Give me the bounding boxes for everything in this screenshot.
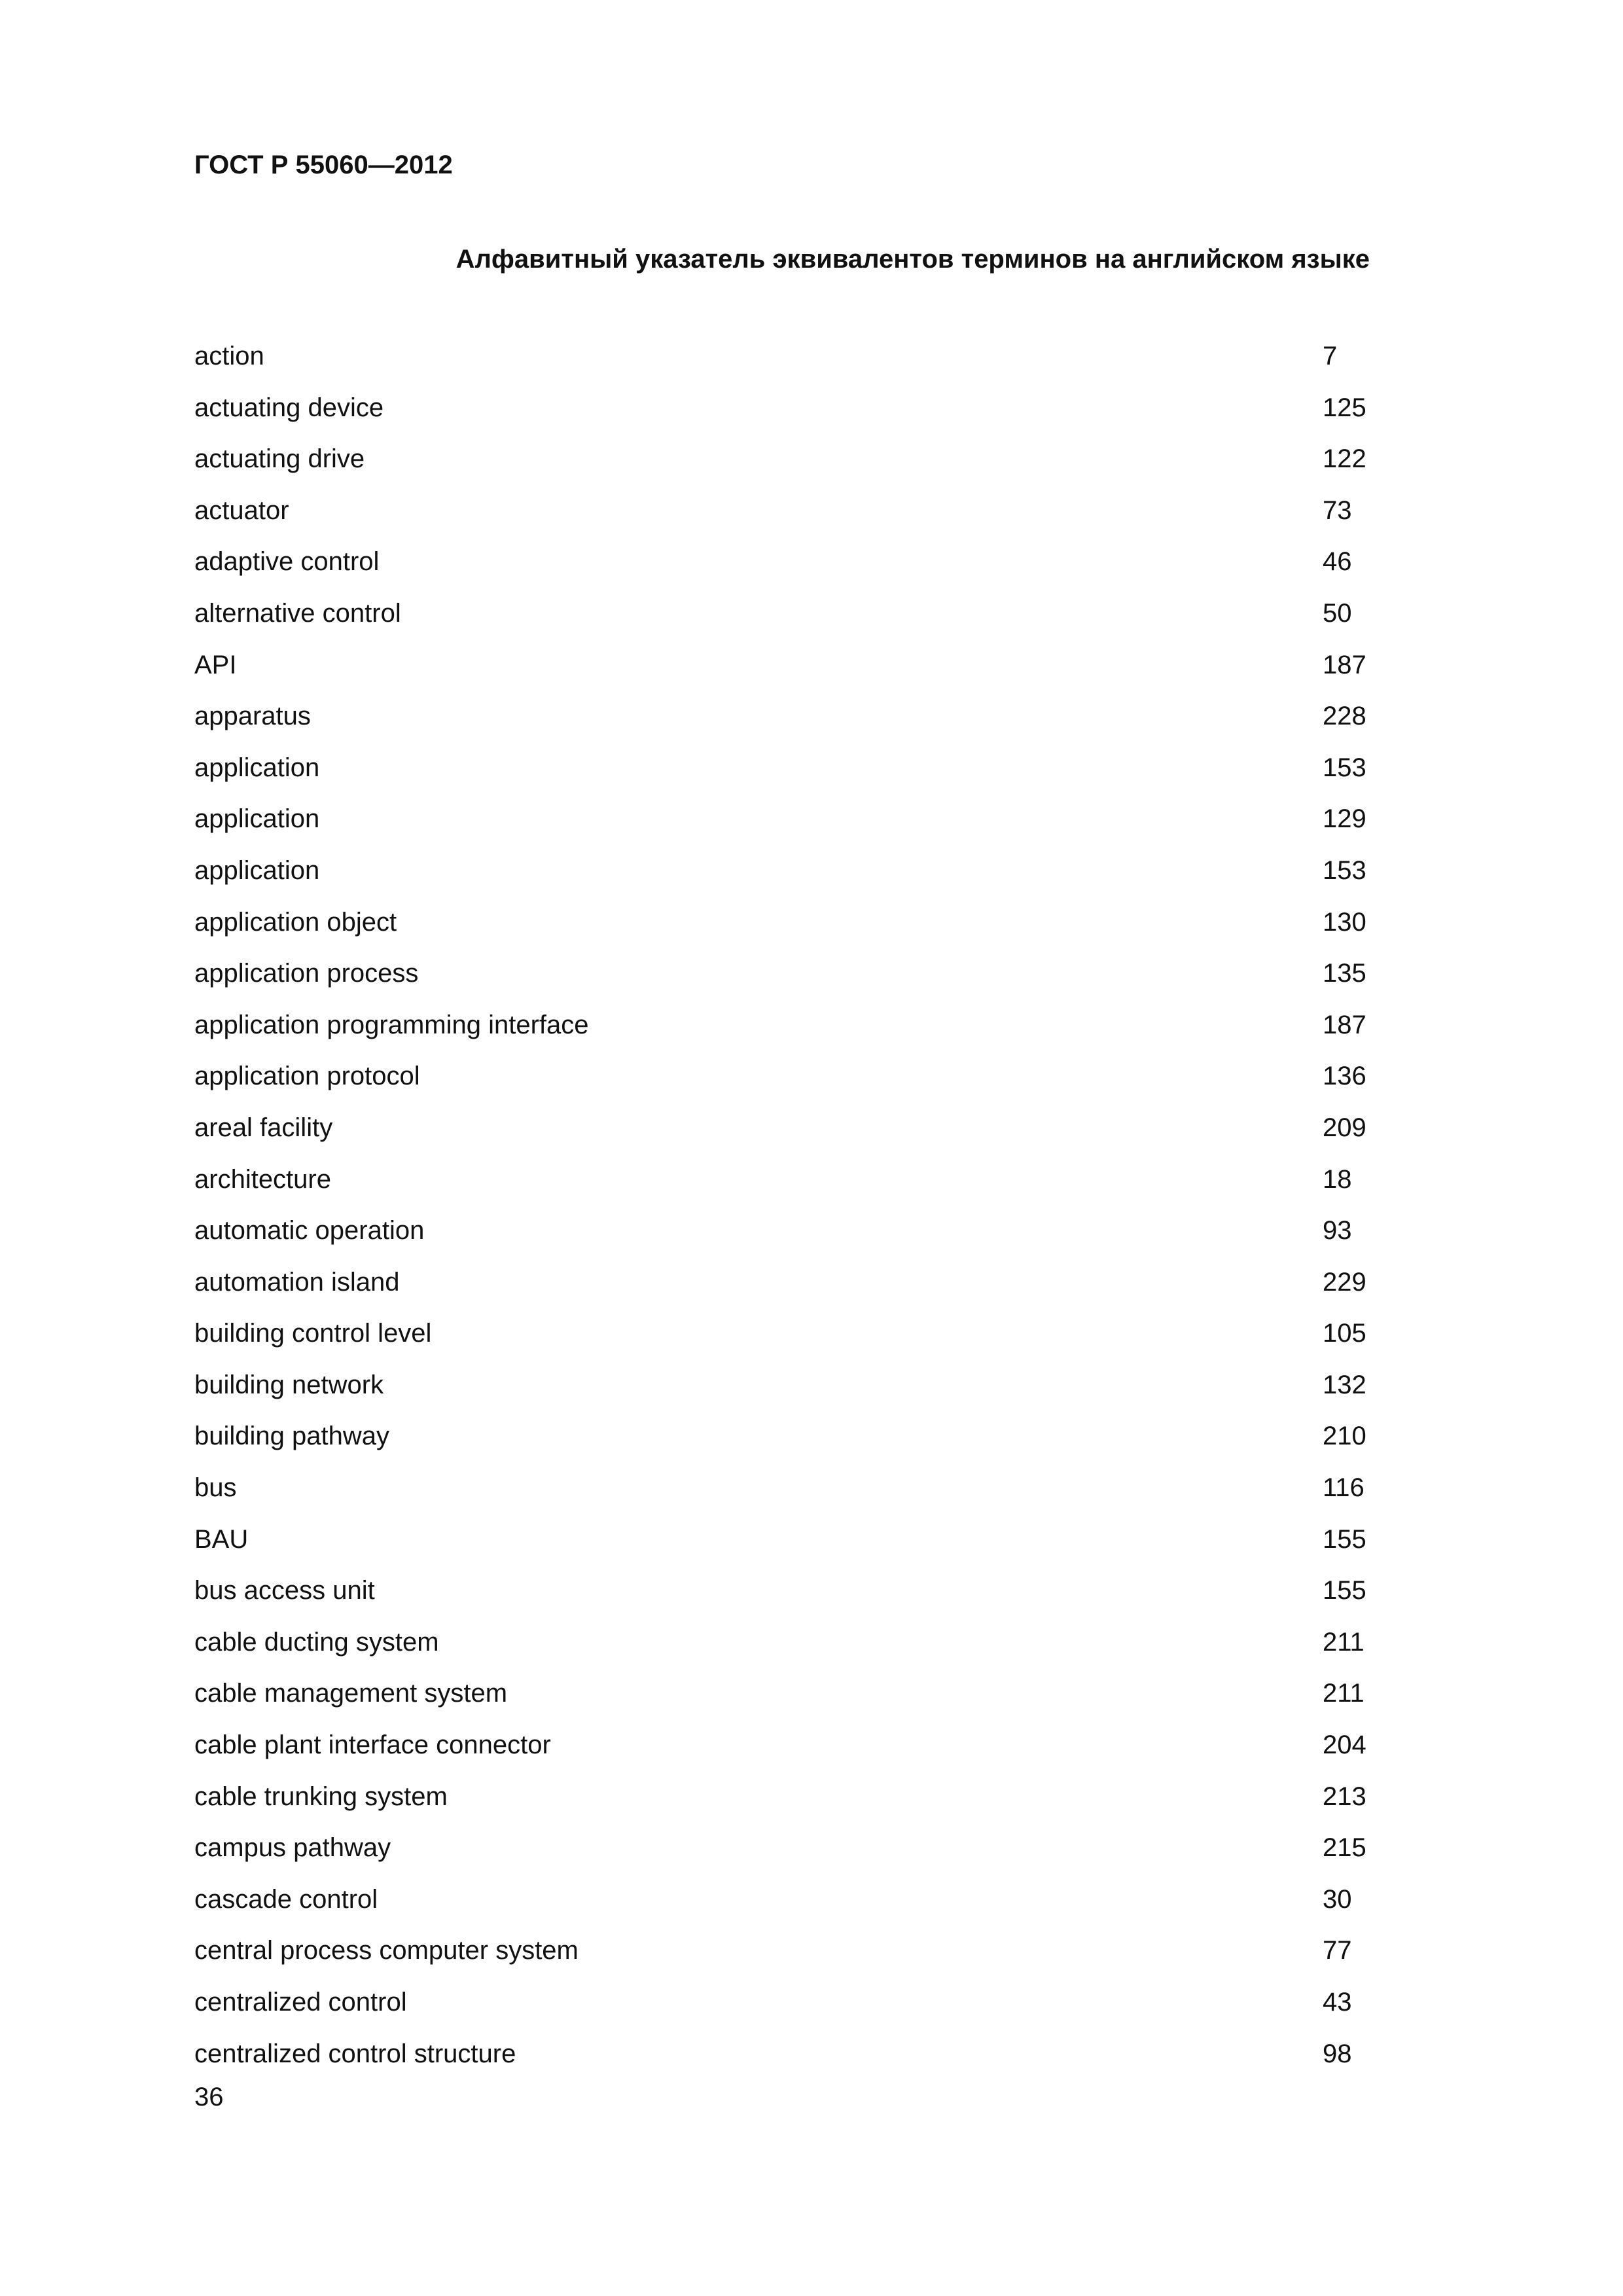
index-entry [194,1832,1370,1884]
index-entry [194,958,1370,1009]
index-entry [194,1935,1370,1986]
index-entry [194,392,1370,444]
index-term-number: 187 [1323,650,1366,679]
section-title: Алфавитный указатель эквивалентов терминов на английском языке [455,245,1370,274]
index-term: BAU [194,1524,249,1554]
index-term: action [194,342,264,370]
index-entry [194,546,1370,598]
index-entry [194,1986,1370,2038]
index-term-number: 210 [1323,1422,1366,1451]
index-term-number: 153 [1323,855,1366,885]
index-entry [194,1575,1370,1626]
index-term: cable ducting system [194,1627,439,1657]
index-term: bus access unit [194,1576,375,1605]
index-term: actuator [194,495,289,525]
index-entry [194,1266,1370,1318]
index-entry [194,1472,1370,1524]
index-term-number: 116 [1323,1473,1364,1503]
index-term: application protocol [194,1062,420,1091]
index-entry [194,1009,1370,1061]
index-term: bus [194,1473,237,1503]
index-entry [194,1420,1370,1472]
index-term: central process computer system [194,1936,579,1965]
index-term-number: 153 [1323,753,1366,782]
index-term-number: 209 [1323,1113,1366,1142]
index-term-number: 132 [1323,1370,1366,1399]
index-term: actuating drive [194,444,365,474]
index-term-number: 229 [1323,1267,1366,1297]
index-term-number: 187 [1323,1010,1366,1039]
index-term: cable management system [194,1679,508,1708]
index-term-number: 46 [1323,547,1352,577]
index-entry [194,2038,1370,2090]
index-term: building network [194,1370,384,1399]
index-term: application process [194,959,419,988]
index-entry [194,700,1370,752]
index-term-number: 228 [1323,702,1366,731]
index-term-number: 105 [1323,1319,1366,1348]
index-term-number: 155 [1323,1524,1366,1554]
index-term: API [194,650,237,679]
page-number: 36 [194,2083,224,2111]
index-term: automatic operation [194,1216,425,1246]
index-term-number: 211 [1323,1679,1364,1708]
index-term: adaptive control [194,547,380,577]
index-entry [194,1524,1370,1575]
index-term-number: 211 [1323,1627,1364,1657]
index-term: campus pathway [194,1833,391,1863]
index-term: cascade control [194,1884,378,1914]
index-entry [194,340,1370,392]
index-term: application [194,855,320,885]
index-term: application [194,804,320,834]
index-term: actuating device [194,393,384,422]
index-entry [194,1215,1370,1266]
index-term-number: 43 [1323,1988,1352,2017]
document-code: ГОСТ Р 55060—2012 [194,151,453,179]
index-entry [194,906,1370,958]
index-term: application [194,753,320,782]
index-term-number: 136 [1323,1062,1366,1091]
index-entry [194,752,1370,804]
index-entry [194,1060,1370,1112]
index-entry [194,1884,1370,1935]
index-term: building pathway [194,1422,389,1451]
index-term-number: 155 [1323,1576,1366,1605]
index-entry [194,598,1370,649]
index-term: centralized control structure [194,2039,516,2068]
index-entry [194,1369,1370,1421]
index-term-number: 98 [1323,2039,1352,2068]
index-term: application programming interface [194,1010,589,1039]
index-term: cable trunking system [194,1782,448,1811]
index-term-number: 50 [1323,598,1352,628]
index-entry [194,1112,1370,1164]
index-entry [194,495,1370,547]
index-term-number: 204 [1323,1731,1366,1760]
index-entry [194,1677,1370,1729]
term-index-list [194,340,1370,2089]
index-term-number: 7 [1323,342,1338,370]
index-term-number: 213 [1323,1782,1366,1811]
index-term: architecture [194,1164,331,1194]
index-entry [194,443,1370,495]
index-term-number: 129 [1323,804,1366,834]
index-entry [194,1164,1370,1215]
index-term: building control level [194,1319,432,1348]
index-term-number: 125 [1323,393,1366,422]
index-entry [194,855,1370,906]
index-term-number: 30 [1323,1884,1352,1914]
index-term: automation island [194,1267,400,1297]
index-term: application object [194,907,397,937]
index-entry [194,803,1370,855]
index-term-number: 93 [1323,1216,1352,1246]
index-term: areal facility [194,1113,333,1142]
index-entry [194,1729,1370,1781]
index-term-number: 77 [1323,1936,1352,1965]
index-term-number: 73 [1323,495,1352,525]
index-term-number: 135 [1323,959,1366,988]
index-entry [194,649,1370,701]
index-term: centralized control [194,1988,407,2017]
index-term: cable plant interface connector [194,1731,551,1760]
index-term-number: 18 [1323,1164,1352,1194]
index-term: alternative control [194,598,401,628]
index-entry [194,1626,1370,1678]
index-term-number: 215 [1323,1833,1366,1863]
index-term-number: 122 [1323,444,1366,474]
index-entry [194,1318,1370,1369]
index-entry [194,1781,1370,1833]
index-term: apparatus [194,702,311,731]
index-term-number: 130 [1323,907,1366,937]
